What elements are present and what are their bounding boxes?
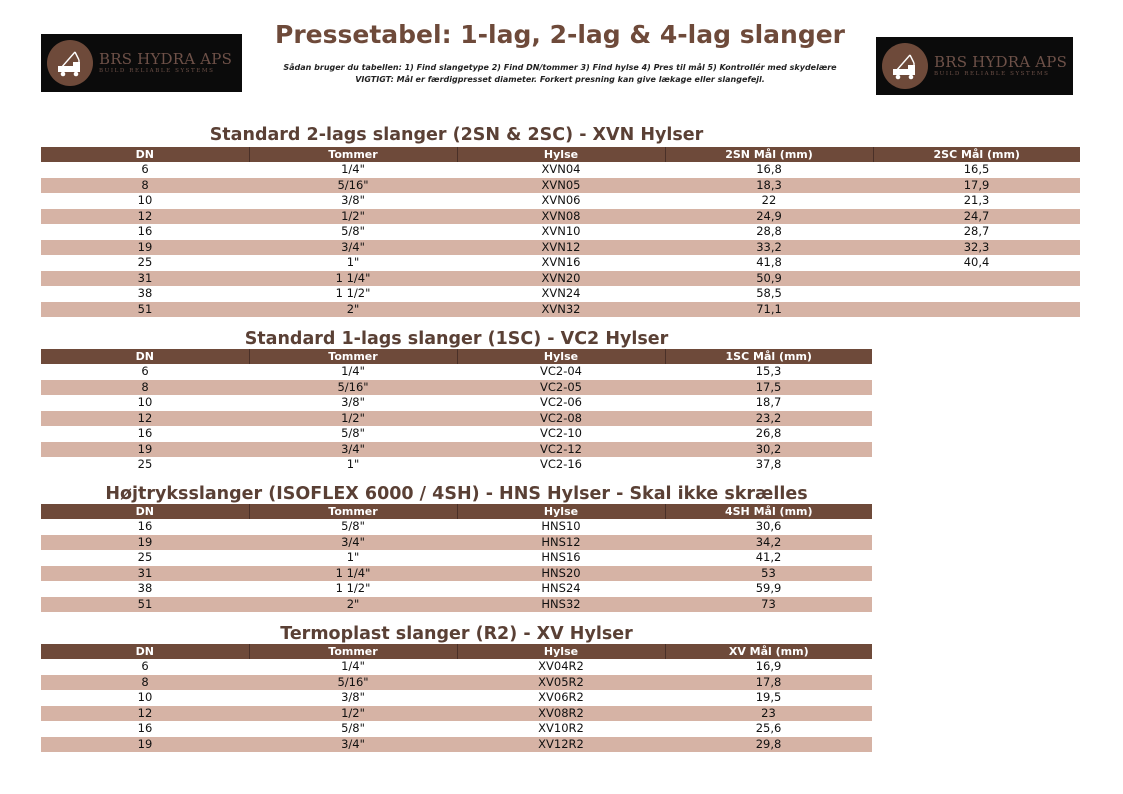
table-cell: VC2-06 [540,395,582,410]
table-row [41,457,872,473]
table-cell: XVN08 [457,209,665,225]
table-cell: XV08R2 [457,706,665,722]
table-cell [873,286,1080,302]
logo-name: BRS HYDRA APS [99,49,233,68]
table-cell: 3/8" [341,690,365,705]
column-header: Tommer [249,349,457,364]
company-logo-left [41,34,242,92]
table-cell: 1 1/4" [249,566,457,582]
table-cell: 15,3 [755,364,782,379]
table-row [41,535,872,551]
table-cell: 16 [137,426,153,441]
table-cell: HNS32 [457,597,665,613]
section-title-hoejtryk: Højtryksslanger (ISOFLEX 6000 / 4SH) - HNS Hylser - Skal ikke skrælles [105,484,808,504]
table-row [41,597,872,613]
table-cell: XVN06 [541,193,581,208]
table-cell: 5/8" [341,426,365,441]
table-cell: 40,4 [963,255,990,270]
table-row [41,411,872,427]
table-cell: 16 [137,519,153,534]
logo-tagline: BUILD RELIABLE SYSTEMS [934,70,1050,77]
section-title-1lags: Standard 1-lags slanger (1SC) - VC2 Hylser [244,329,669,349]
table-cell: 3/4" [249,535,457,551]
table-cell: 38 [137,581,153,596]
table-cell: XVN32 [457,302,665,318]
table-cell: XV06R2 [538,690,584,705]
table-cell: 8 [41,178,249,194]
table-row [41,193,1080,209]
column-header: 4SH Mål (mm) [665,504,872,519]
table-cell: XVN24 [541,286,581,301]
logo-tagline: BUILD RELIABLE SYSTEMS [99,67,215,74]
table-cell: 19 [41,240,249,256]
table-cell: 33,2 [665,240,873,256]
table-cell: 16,9 [755,659,782,674]
table-cell: HNS20 [457,566,665,582]
table-row [41,566,872,582]
table-header-row [41,644,872,659]
table-cell: 23,2 [665,411,872,427]
table-cell: 41,8 [756,255,782,270]
table-cell: 31 [41,271,249,287]
table-cell: 73 [665,597,872,613]
table-cell: 1/2" [249,411,457,427]
table-cell: 71,1 [665,302,873,318]
table-cell: XVN20 [457,271,665,287]
table-cell: XV05R2 [457,675,665,691]
table-row [41,690,872,706]
table-cell: 12 [41,411,249,427]
table-row [41,224,1080,240]
table-cell: XV10R2 [538,721,584,736]
table-cell: 24,7 [873,209,1080,225]
table-cell: 12 [41,706,249,722]
table-cell: 16 [137,721,153,736]
column-header: Tommer [249,504,457,519]
table-cell: 2" [249,302,457,318]
table-cell [873,271,1080,287]
table-cell: 30,2 [665,442,872,458]
table-row [41,442,872,458]
table-cell: 1/2" [249,209,457,225]
page-title: Pressetabel: 1-lag, 2-lag & 4-lag slanger [275,20,845,49]
table-cell: 1 1/4" [249,271,457,287]
table-cell: XV12R2 [457,737,665,753]
table-row [41,255,1080,271]
table-cell: 1/4" [341,162,365,177]
table-row [41,721,872,737]
table-cell: XVN04 [541,162,581,177]
table-cell: 51 [41,597,249,613]
column-header: Hylse [457,349,665,364]
table-cell: VC2-16 [540,457,582,472]
table-row [41,550,872,566]
table-cell: 25,6 [755,721,782,736]
table-cell: 8 [41,675,249,691]
table-row [41,395,872,411]
table-cell: 3/4" [249,442,457,458]
column-header: DN [41,147,249,162]
crane-truck-icon [47,40,93,86]
table-cell: 1/4" [341,659,365,674]
table-cell: 41,2 [755,550,782,565]
table-cell: 3/8" [341,395,365,410]
table-cell: 22 [761,193,777,208]
table-cell: HNS12 [457,535,665,551]
table-cell: 21,3 [963,193,990,208]
table-cell: 26,8 [755,426,782,441]
table-cell: 10 [137,690,153,705]
section-title-termoplast: Termoplast slanger (R2) - XV Hylser [280,624,633,644]
table-cell [873,302,1080,318]
table-cell: 59,9 [755,581,782,596]
table-cell: 38 [137,286,153,301]
column-header: XV Mål (mm) [665,644,872,659]
table-cell: 51 [41,302,249,318]
table-cell: 6 [141,162,149,177]
column-header: DN [41,504,249,519]
table-cell: 25 [137,550,153,565]
table-cell: 1" [346,550,360,565]
instructions-text: Sådan bruger du tabellen: 1) Find slangetype 2) Find DN/tommer 3) Find hylse 4) Pres til mål 5) Kontrollér med skydelære [283,63,837,72]
instructions-block [260,62,860,86]
table-cell: XVN05 [457,178,665,194]
table-cell: 25 [137,255,153,270]
table-header-row [41,147,1080,162]
table-cell: XVN10 [541,224,581,239]
column-header: Hylse [457,644,665,659]
table-cell: 17,8 [665,675,872,691]
table-termoplast [41,644,872,752]
table-cell: 50,9 [665,271,873,287]
table-cell: 16,5 [963,162,990,177]
table-cell: 12 [41,209,249,225]
table-row [41,581,872,597]
table-row [41,737,872,753]
column-header: DN [41,349,249,364]
table-cell: 19 [41,535,249,551]
table-cell: 5/16" [249,675,457,691]
column-header: 2SC Mål (mm) [873,147,1080,162]
table-cell: 32,3 [873,240,1080,256]
table-row [41,426,872,442]
table-cell: 19 [41,737,249,753]
table-cell: 10 [137,193,153,208]
table-cell: XVN16 [541,255,581,270]
table-cell: 10 [137,395,153,410]
column-header: DN [41,644,249,659]
column-header: 2SN Mål (mm) [665,147,873,162]
table-cell: 5/8" [341,224,365,239]
table-row [41,659,872,675]
table-row [41,286,1080,302]
table-cell: HNS10 [541,519,581,534]
column-header: Hylse [457,504,665,519]
table-cell: 6 [141,659,149,674]
table-cell: HNS16 [541,550,581,565]
table-row [41,675,872,691]
table-cell: 3/8" [341,193,365,208]
table-cell: 3/4" [249,240,457,256]
table-cell: 16,8 [756,162,782,177]
table-row [41,271,1080,287]
table-cell: HNS24 [541,581,581,596]
column-header: Tommer [249,644,457,659]
table-cell: 1" [346,457,360,472]
table-header-row [41,349,872,364]
table-header-row [41,504,872,519]
table-cell: 23 [665,706,872,722]
table-cell: 6 [141,364,149,379]
table-cell: 1 1/2" [335,581,371,596]
table-cell: 1/4" [341,364,365,379]
table-row [41,302,1080,318]
table-cell: 18,3 [665,178,873,194]
table-cell: VC2-04 [540,364,582,379]
table-cell: 1" [346,255,360,270]
table-1lags [41,349,872,473]
table-cell: VC2-08 [457,411,665,427]
table-cell: 19,5 [755,690,782,705]
table-cell: 28,8 [756,224,782,239]
table-row [41,380,872,396]
table-cell: VC2-10 [540,426,582,441]
table-cell: 29,8 [665,737,872,753]
column-header: Hylse [457,147,665,162]
table-2lags [41,147,1080,317]
table-cell: 17,9 [873,178,1080,194]
table-hoejtryk [41,504,872,612]
table-cell: 24,9 [665,209,873,225]
warning-text: VIGTIGT: Mål er færdigpresset diameter. Forkert presning kan give lækage eller slangefejl. [355,75,765,84]
column-header: 1SC Mål (mm) [665,349,872,364]
table-cell: 19 [41,442,249,458]
section-title-2lags: Standard 2-lags slanger (2SN & 2SC) - XVN Hylser [209,125,704,145]
table-cell: 28,7 [963,224,990,239]
table-cell: 8 [41,380,249,396]
table-cell: 25 [137,457,153,472]
table-cell: 1/2" [249,706,457,722]
table-cell: 58,5 [756,286,782,301]
table-cell: 5/16" [249,178,457,194]
table-cell: 31 [41,566,249,582]
table-cell: XV04R2 [538,659,584,674]
table-row [41,706,872,722]
table-cell: 53 [665,566,872,582]
table-cell: 16 [137,224,153,239]
table-row [41,240,1080,256]
table-cell: 3/4" [249,737,457,753]
table-cell: VC2-12 [457,442,665,458]
company-logo-right [876,37,1073,95]
table-cell: VC2-05 [457,380,665,396]
table-cell: 5/8" [341,519,365,534]
crane-truck-icon [882,43,928,89]
table-cell: 2" [249,597,457,613]
table-cell: 37,8 [755,457,782,472]
table-cell: 18,7 [755,395,782,410]
table-cell: XVN12 [457,240,665,256]
table-row [41,364,872,380]
table-cell: 34,2 [665,535,872,551]
table-cell: 17,5 [665,380,872,396]
column-header: Tommer [249,147,457,162]
table-row [41,519,872,535]
table-cell: 1 1/2" [335,286,371,301]
table-row [41,209,1080,225]
table-row [41,178,1080,194]
table-cell: 30,6 [755,519,782,534]
table-cell: 5/16" [249,380,457,396]
table-row [41,162,1080,178]
table-cell: 5/8" [341,721,365,736]
logo-name: BRS HYDRA APS [934,52,1068,71]
